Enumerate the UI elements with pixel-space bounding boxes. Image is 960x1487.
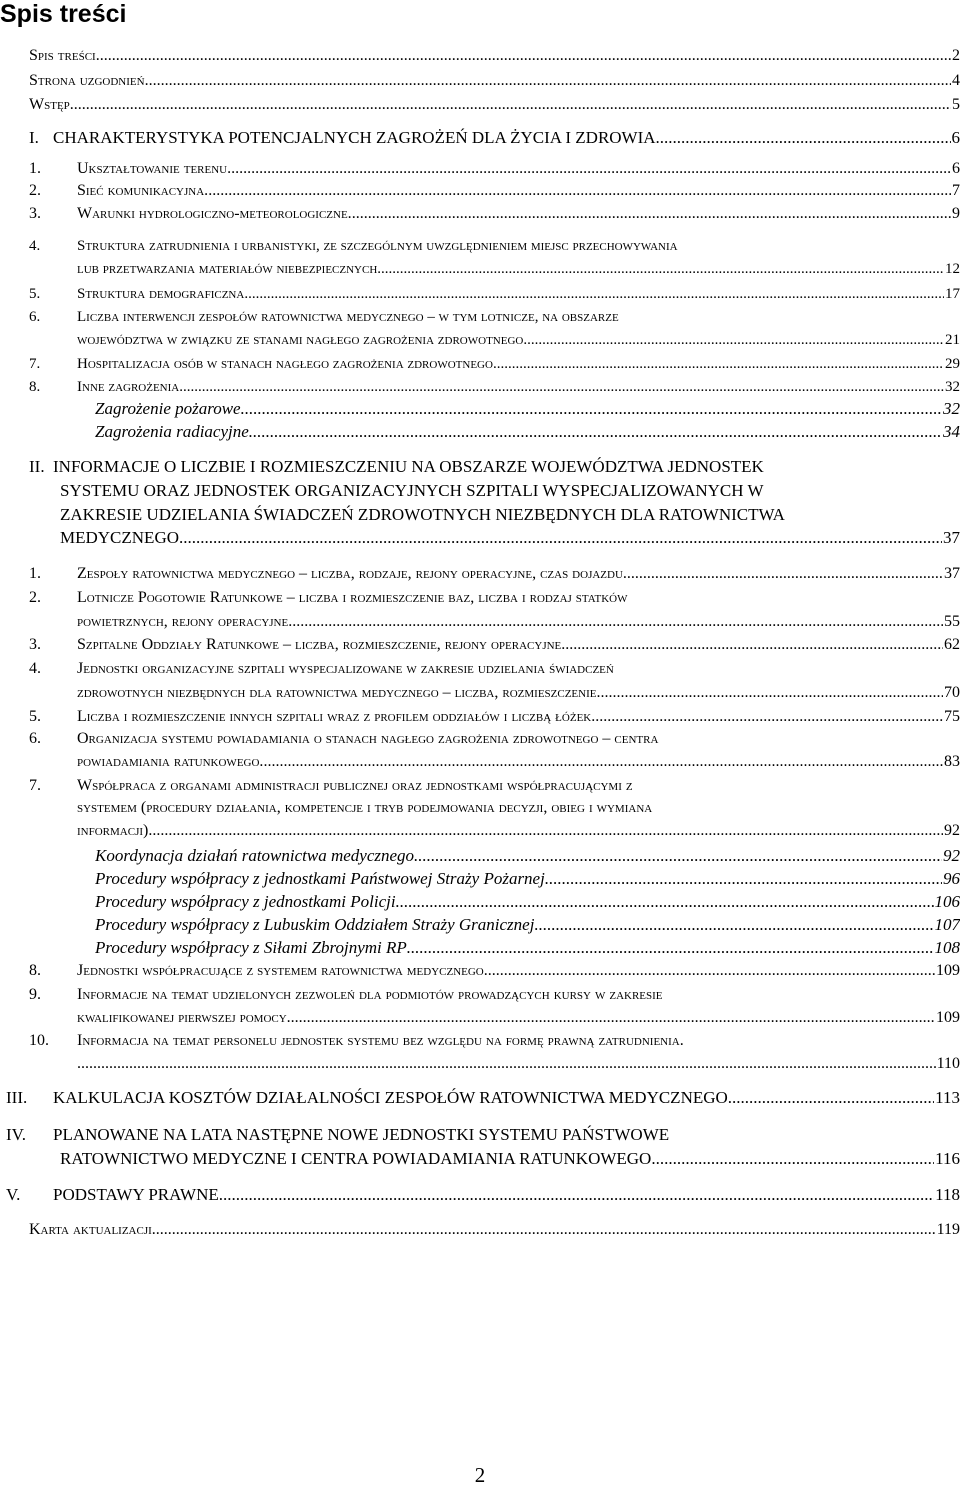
toc-page-number: 119 xyxy=(936,1221,960,1238)
toc-entry[interactable] xyxy=(77,283,960,305)
toc-entry-number: 7. xyxy=(29,356,41,372)
toc-entry-title: lub przetwarzania materiałów niebezpiecznych. xyxy=(77,261,382,277)
dot-leader xyxy=(656,127,951,149)
toc-entry-number: 7. xyxy=(29,777,41,794)
toc-entry-number: III. xyxy=(6,1088,28,1107)
dot-leader xyxy=(227,158,951,180)
toc-entry-title: Liczba interwencji zespołów ratownictwa medycznego – w tym lotnicze, na obszarze xyxy=(77,309,619,325)
dot-leader xyxy=(381,258,944,280)
toc-page-number: 113 xyxy=(935,1088,960,1107)
toc-entry-number: 6. xyxy=(29,309,41,325)
toc-entry[interactable] xyxy=(77,634,960,656)
dot-leader xyxy=(219,1184,934,1206)
toc-entry[interactable] xyxy=(77,658,960,680)
toc-entry-number: I. xyxy=(29,128,39,147)
toc-entry-title: INFORMACJE O LICZBIE I ROZMIESZCZENIU NA OBSZARZE WOJEWÓDZTWA JEDNOSTEK xyxy=(53,457,764,476)
toc-entry[interactable] xyxy=(95,421,960,443)
toc-entry[interactable] xyxy=(95,891,960,913)
toc-entry[interactable] xyxy=(77,1030,960,1052)
toc-entry[interactable] xyxy=(77,376,960,398)
toc-page-number: 37 xyxy=(943,528,960,547)
toc-entry-title: Zespoły ratownictwa medycznego – liczba, rodzaje, rejony operacyjne, czas dojazdu. xyxy=(77,565,627,582)
dot-leader xyxy=(152,1219,936,1241)
toc-entry-number: 4. xyxy=(29,238,41,254)
toc-entry-number: 6. xyxy=(29,730,41,747)
toc-entry-title: Organizacja systemu powiadamiania o stanach nagłego zagrożenia zdrowotnego – centra xyxy=(77,730,659,747)
toc-entry-number: 5. xyxy=(29,286,41,302)
dot-leader xyxy=(248,283,944,305)
toc-entry-title: PLANOWANE NA LATA NASTĘPNE NOWE JEDNOSTKI SYSTEMU PAŃSTWOWE xyxy=(53,1125,670,1144)
toc-page-number: 70 xyxy=(944,684,960,701)
toc-entry-title: KALKULACJA KOSZTÓW DZIAŁALNOŚCI ZESPOŁÓW RATOWNICTWA MEDYCZNEGO xyxy=(53,1088,728,1107)
toc-entry[interactable] xyxy=(77,728,960,750)
toc-page-number: 109 xyxy=(936,962,960,979)
toc-entry[interactable] xyxy=(77,563,960,585)
toc-entry-title: ZAKRESIE UDZIELANIA ŚWIADCZEŃ ZDROWOTNYCH NIEZBĘDNYCH DLA RATOWNICTWA xyxy=(60,505,785,524)
toc-page-number: 37 xyxy=(944,565,960,582)
toc-page-number: 116 xyxy=(935,1149,960,1168)
dot-leader xyxy=(488,960,935,982)
dot-leader xyxy=(527,329,944,351)
toc-entry[interactable] xyxy=(77,1007,960,1029)
toc-entry-title: Szpitalne Oddziały Ratunkowe – liczba, rozmieszczenie, rejony operacyjne. xyxy=(77,636,566,653)
toc-entry-title: Współpraca z organami administracji publicznej oraz jednostkami współpracującymi z xyxy=(77,777,633,794)
toc-entry[interactable] xyxy=(29,70,960,92)
toc-page-number: 92 xyxy=(943,846,960,865)
toc-entry[interactable] xyxy=(95,937,960,959)
toc-entry[interactable] xyxy=(53,456,960,478)
toc-entry[interactable] xyxy=(77,353,960,375)
toc-entry[interactable] xyxy=(95,914,960,936)
toc-entry[interactable] xyxy=(77,775,960,797)
toc-entry-title: CHARAKTERYSTYKA POTENCJALNYCH ZAGROŻEŃ DLA ŻYCIA I ZDROWIA xyxy=(53,128,656,147)
toc-entry-number: 8. xyxy=(29,379,41,395)
dot-leader xyxy=(407,937,934,959)
toc-entry-title: województwa w związku ze stanami nagłego zagrożenia zdrowotnego. xyxy=(77,332,528,348)
toc-entry[interactable] xyxy=(95,845,960,867)
toc-entry-number: 2. xyxy=(29,182,41,199)
toc-entry-title: Spis treści xyxy=(29,47,96,64)
toc-entry-title: RATOWNICTWO MEDYCZNE I CENTRA POWIADAMIANIA RATUNKOWEGO xyxy=(60,1149,652,1168)
toc-page-number: 6 xyxy=(951,128,960,147)
toc-page-number: 29 xyxy=(945,356,960,372)
toc-entry[interactable] xyxy=(77,706,960,728)
dot-leader xyxy=(545,868,942,890)
dot-leader xyxy=(651,1148,934,1170)
toc-entry-title: Liczba i rozmieszczenie innych szpitali wraz z profilem oddziałów i liczbą łóżek. xyxy=(77,708,596,725)
toc-entry-title: Hospitalizacja osób w stanach nagłego zagrożenia zdrowotnego xyxy=(77,356,493,372)
toc-entry-title: Strona uzgodnień xyxy=(29,72,145,89)
dot-leader xyxy=(396,891,934,913)
toc-entry[interactable] xyxy=(29,1219,960,1241)
toc-entry[interactable] xyxy=(60,527,960,549)
dot-leader xyxy=(595,706,943,728)
toc-entry[interactable] xyxy=(77,820,960,842)
dot-leader xyxy=(418,845,942,867)
toc-entry-title: Jednostki współpracujące z systemem ratownictwa medycznego. xyxy=(77,962,488,979)
dot-leader xyxy=(77,1053,936,1075)
toc-entry-number: 1. xyxy=(29,160,41,177)
toc-entry-number: 4. xyxy=(29,660,41,677)
toc-entry[interactable] xyxy=(77,306,960,328)
dot-leader xyxy=(627,563,943,585)
dot-leader xyxy=(249,421,942,443)
toc-entry[interactable] xyxy=(77,682,960,704)
toc-entry-title: Struktura demograficzna. xyxy=(77,286,249,302)
toc-page-number: 92 xyxy=(944,822,960,839)
toc-entry[interactable] xyxy=(77,258,960,280)
toc-entry-title: zdrowotnych niezbędnych dla ratownictwa medycznego – liczba, rozmieszczenie. xyxy=(77,684,601,701)
toc-page-number: 17 xyxy=(945,286,960,302)
toc-entry-title: Informacja na temat personelu jednostek systemu bez względu na formę prawną zatrudnienia. xyxy=(77,1032,684,1049)
toc-entry[interactable] xyxy=(77,984,960,1006)
toc-entry[interactable] xyxy=(77,797,960,819)
toc-entry[interactable] xyxy=(60,504,960,526)
dot-leader xyxy=(534,914,933,936)
toc-page-number: 2 xyxy=(952,47,960,64)
dot-leader xyxy=(352,203,951,225)
toc-entry-title: PODSTAWY PRAWNE xyxy=(53,1185,219,1204)
toc-entry-title: powietrznych, rejony operacyjne. xyxy=(77,613,293,630)
toc-entry-number: 5. xyxy=(29,708,41,725)
dot-leader xyxy=(208,180,951,202)
toc-entry[interactable] xyxy=(60,480,960,502)
toc-entry-title: Sieć komunikacyjna. xyxy=(77,182,209,199)
toc-entry-title: SYSTEMU ORAZ JEDNOSTEK ORGANIZACYJNYCH SZPITALI WYSPECJALIZOWANYCH W xyxy=(60,481,764,500)
toc-page-number: 62 xyxy=(944,636,960,653)
dot-leader xyxy=(600,682,943,704)
toc-entry-title: Jednostki organizacyjne szpitali wyspecjalizowane w zakresie udzielania świadczeń xyxy=(77,660,614,677)
toc-entry[interactable] xyxy=(53,1087,960,1109)
toc-entry-number: V. xyxy=(6,1185,21,1204)
toc-entry-number: II. xyxy=(29,457,45,476)
toc-entry-number: IV. xyxy=(6,1125,26,1144)
toc-entry-title: Wstęp xyxy=(29,96,70,113)
toc-page-number: 7 xyxy=(952,182,960,199)
toc-entry-number: 3. xyxy=(29,636,41,653)
toc-entry-title: Procedury współpracy z Lubuskim Oddziałem Straży Granicznej xyxy=(95,915,535,934)
page-title: Spis treści xyxy=(0,0,127,28)
toc-entry-title: Procedury współpracy z jednostkami Państwowej Straży Pożarnej xyxy=(95,869,545,888)
toc-entry-title: Struktura zatrudnienia i urbanistyki, ze szczególnym uwzględnieniem miejsc przechowywania xyxy=(77,238,678,254)
toc-entry[interactable] xyxy=(77,203,960,225)
toc-entry-title: Zagrożenia radiacyjne xyxy=(95,422,249,441)
toc-entry-title: Procedury współpracy z Siłami Zbrojnymi RP xyxy=(95,938,407,957)
toc-entry-title: Informacje na temat udzielonych zezwoleń dla podmiotów prowadzących kursy w zakresie xyxy=(77,986,663,1003)
toc-entry[interactable] xyxy=(53,1184,960,1206)
toc-entry[interactable] xyxy=(53,1124,960,1146)
toc-page-number: 4 xyxy=(952,72,960,89)
toc-entry-title: Karta aktualizacji xyxy=(29,1221,152,1238)
toc-page-number: 108 xyxy=(934,938,960,957)
toc-entry-title: kwalifikowanej pierwszej pomocy. xyxy=(77,1009,291,1026)
toc-page-number: 6 xyxy=(952,160,960,177)
toc-page-number: 110 xyxy=(936,1055,960,1072)
toc-entry[interactable] xyxy=(77,611,960,633)
toc-entry-number: 9. xyxy=(29,986,41,1003)
dot-leader xyxy=(152,820,943,842)
dot-leader xyxy=(70,94,951,116)
toc-entry[interactable] xyxy=(60,1148,960,1170)
toc-entry[interactable] xyxy=(77,960,960,982)
dot-leader xyxy=(493,353,944,375)
toc-entry[interactable] xyxy=(77,180,960,202)
dot-leader xyxy=(263,751,943,773)
dot-leader xyxy=(292,611,943,633)
toc-entry[interactable] xyxy=(29,94,960,116)
toc-entry-title: Lotnicze Pogotowie Ratunkowe – liczba i rozmieszczenie baz, liczba i rodzaj statków xyxy=(77,589,628,606)
dot-leader xyxy=(96,45,951,67)
toc-entry[interactable] xyxy=(77,235,960,257)
page-number: 2 xyxy=(474,1463,486,1487)
toc-entry-title: powiadamiania ratunkowego. xyxy=(77,753,264,770)
toc-entry[interactable] xyxy=(95,398,960,420)
toc-entry-title: Koordynacja działań ratownictwa medycznego. xyxy=(95,846,419,865)
toc-page-number: 118 xyxy=(935,1185,960,1204)
toc-entry-number: 2. xyxy=(29,589,41,606)
toc-page-number: 106 xyxy=(934,892,960,911)
dot-leader xyxy=(145,70,951,92)
toc-entry-title: Inne zagrożenia. xyxy=(77,379,183,395)
toc-entry-title: MEDYCZNEGO. xyxy=(60,528,184,547)
toc-entry[interactable] xyxy=(29,45,960,67)
toc-page-number: 21 xyxy=(945,332,960,348)
dot-leader xyxy=(183,527,942,549)
toc-entry-number: 1. xyxy=(29,565,41,582)
toc-entry-title: Ukształtowanie terenu xyxy=(77,160,228,177)
toc-page-number: 83 xyxy=(944,753,960,770)
dot-leader xyxy=(183,376,944,398)
toc-page-number: 32 xyxy=(943,399,960,418)
toc-entry[interactable] xyxy=(95,868,960,890)
toc-page-number: 34 xyxy=(943,422,960,441)
toc-entry[interactable] xyxy=(77,329,960,351)
dot-leader xyxy=(291,1007,935,1029)
toc-entry-title: systemem (procedury działania, kompetencje i tryb podejmowania decyzji, obieg i wymiana xyxy=(77,799,653,816)
toc-page-number: 75 xyxy=(944,708,960,725)
toc-page-number: 55 xyxy=(944,613,960,630)
toc-page-number: 107 xyxy=(934,915,960,934)
toc-entry-title: informacji). xyxy=(77,822,153,839)
toc-entry[interactable] xyxy=(77,158,960,180)
toc-entry[interactable] xyxy=(77,751,960,773)
dot-leader xyxy=(245,398,942,420)
toc-entry-title: Zagrożenie pożarowe. xyxy=(95,399,245,418)
toc-entry[interactable] xyxy=(77,587,960,609)
toc-page-number: 96 xyxy=(943,869,960,888)
toc-page-number: 32 xyxy=(945,379,960,395)
toc-page-number: 9 xyxy=(952,205,960,222)
dot-leader xyxy=(565,634,943,656)
toc-entry[interactable] xyxy=(53,127,960,149)
toc-page-number: 12 xyxy=(945,261,960,277)
toc-entry-title: Warunki hydrologiczno-meteorologiczne. xyxy=(77,205,352,222)
toc-entry-number: 8. xyxy=(29,962,41,979)
dot-leader xyxy=(728,1087,934,1109)
toc-entry-number: 3. xyxy=(29,205,41,222)
toc-entry[interactable] xyxy=(77,1053,960,1075)
toc-page-number: 5 xyxy=(952,96,960,113)
toc-entry-title: Procedury współpracy z jednostkami Policji xyxy=(95,892,396,911)
toc-entry-number: 10. xyxy=(29,1032,49,1049)
toc-page-number: 109 xyxy=(936,1009,960,1026)
